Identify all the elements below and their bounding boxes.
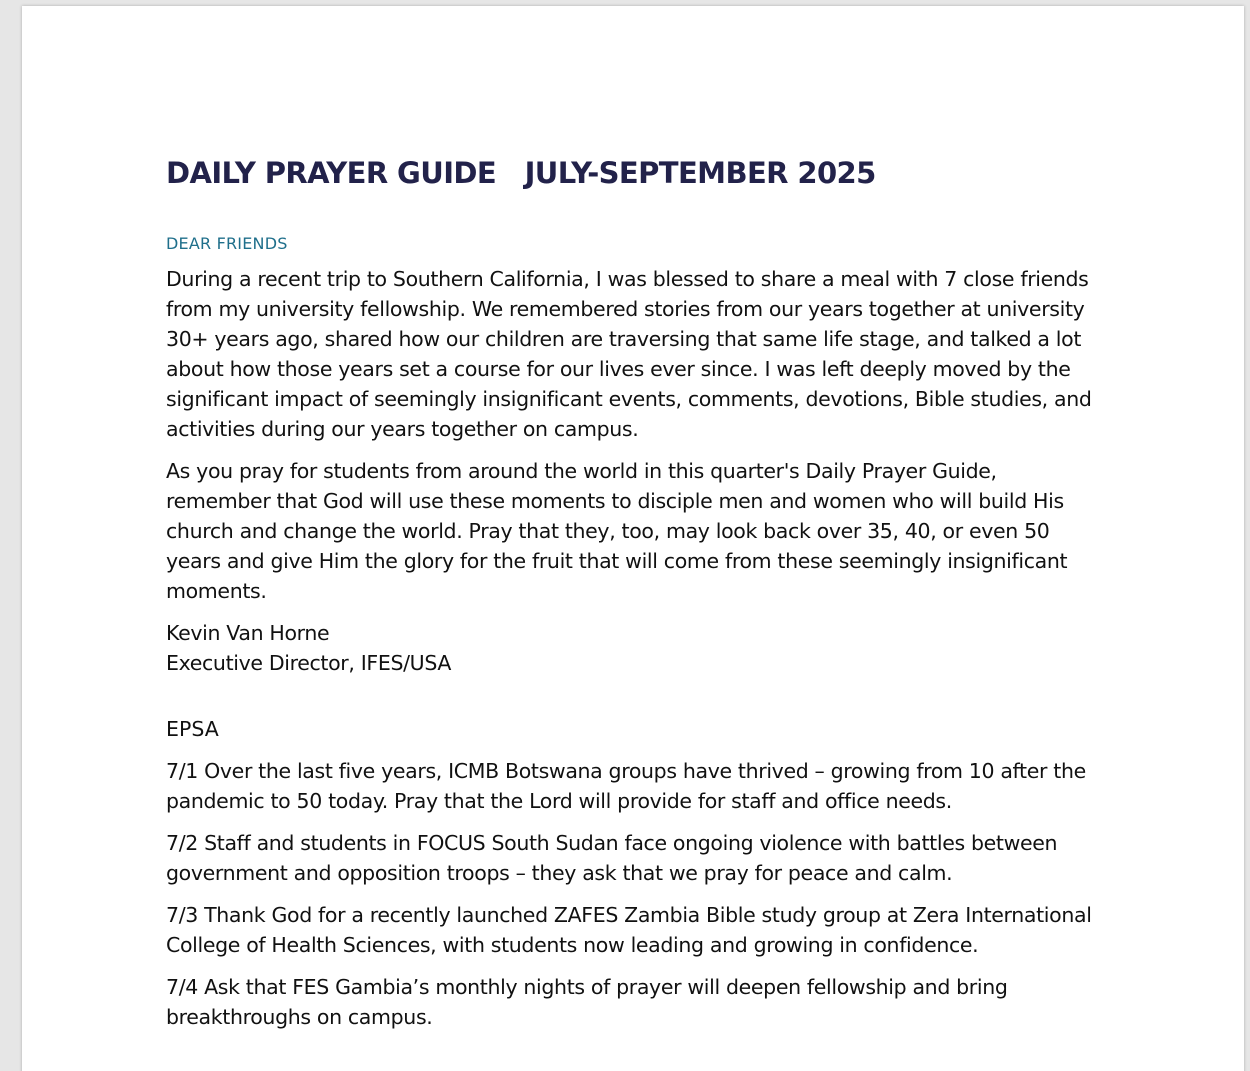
document-title: DAILY PRAYER GUIDE JULY-SEPTEMBER 2025	[166, 156, 876, 190]
prayer-entry: 7/2 Staff and students in FOCUS South Sudan face ongoing violence with battles between government and opposition troops – they ask that we pray for peace and calm.	[166, 831, 1058, 885]
prayer-entry: 7/4 Ask that FES Gambia’s monthly nights of prayer will deepen fellowship and bring breakthroughs on campus.	[166, 975, 1008, 1029]
prayer-entry: 7/1 Over the last five years, ICMB Botswana groups have thrived – growing from 10 after the pandemic to 50 today. Pray that the Lord will provide for staff and office needs.	[166, 759, 1086, 813]
region-heading: EPSA	[166, 717, 219, 741]
letter-paragraph-2: As you pray for students from around the world in this quarter's Daily Prayer Guide, remember that God will use these moments to disciple men and women who will build His church and change the world. Pray that they, too, may look back over 35, 40, or even 50 years and give Him the glory for the fruit that will come from these seemingly insignificant moments.	[166, 459, 1068, 603]
document-body	[166, 234, 1106, 1044]
signature-role: Executive Director, IFES/USA	[166, 651, 452, 675]
letter-paragraph-1: During a recent trip to Southern California, I was blessed to share a meal with 7 close friends from my university fellowship. We remembered stories from our years together at university 30+ years ago, shared how our children are traversing that same life stage, and talked a lot about how those years set a course for our lives ever since. I was left deeply moved by the significant impact of seemingly insignificant events, comments, devotions, Bible studies, and activities during our years together on campus.	[166, 267, 1092, 441]
document-page	[22, 6, 1244, 1071]
salutation-heading: DEAR FRIENDS	[166, 234, 288, 253]
prayer-entry: 7/3 Thank God for a recently launched ZAFES Zambia Bible study group at Zera International College of Health Sciences, with students now leading and growing in confidence.	[166, 903, 1092, 957]
signature-name: Kevin Van Horne	[166, 621, 330, 645]
